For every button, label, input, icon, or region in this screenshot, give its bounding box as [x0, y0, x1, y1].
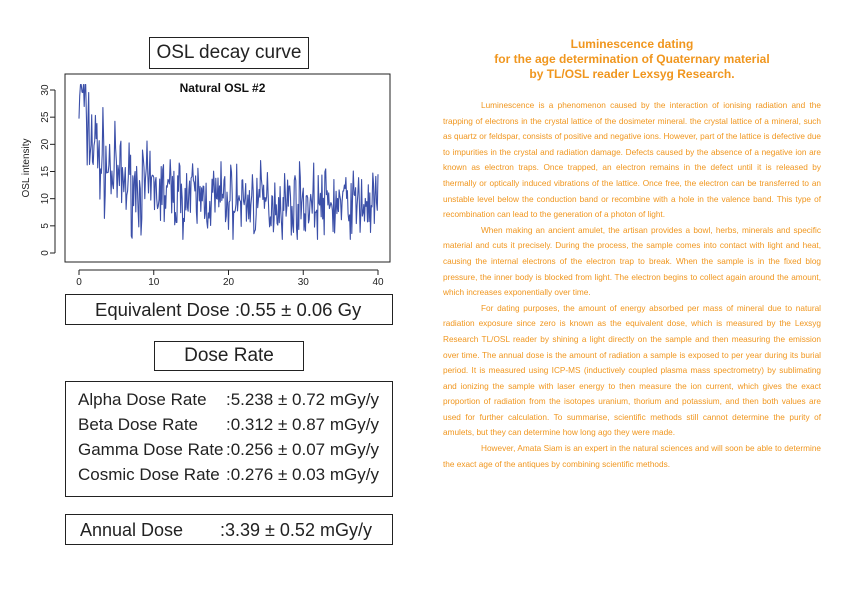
dose-rate-label: Beta Dose Rate: [78, 415, 199, 434]
dose-rate-value: :0.276 ± 0.03 mGy/y: [226, 465, 379, 484]
osl-series-line: [79, 85, 378, 240]
article-paragraph: However, Amata Siam is an expert in the natural sciences and will soon be able to determine the exact age of the antiques by combining scientific methods.: [443, 444, 821, 469]
x-tick-label: 30: [297, 277, 309, 288]
dose-rate-label: Cosmic Dose Rate: [78, 465, 220, 484]
annual-dose-value: :3.39 ± 0.52 mGy/y: [220, 520, 372, 540]
x-tick-label: 40: [372, 277, 384, 288]
dose-rate-title: Dose Rate: [184, 345, 274, 366]
article-paragraph: For dating purposes, the amount of energy absorbed per mass of mineral due to natural radiation exposure since zero is known as the equivalent dose, which is measured by the Lexsyg Research TL/OSL reader by shining a light directly on the sample and then measuring the emission over time. The annual dose is the amount of radiation a sample is exposed to per year during its burial period. It is measured using ICP-MS (inductively coupled plasma mass spectrometry) by sublimating and ionizing the sample with laser energy to then measure the ion current, which gives the exact proportion of radiation from the isotopes uranium, thorium and potassium, and then both values are used for further calculation. To summarise, scientific methods still cannot determine the purity of amulets, but they can determine how long ago they were made.: [443, 303, 821, 438]
dose-rate-title-box: [154, 341, 304, 371]
y-tick-label: 0: [40, 250, 51, 256]
osl-title-box: [149, 37, 309, 69]
plot-frame: [65, 74, 390, 262]
y-axis-label: OSL intensity: [21, 138, 32, 198]
dose-rate-value: :5.238 ± 0.72 mGy/y: [226, 390, 379, 409]
chart-title: Natural OSL #2: [179, 81, 266, 95]
osl-title: OSL decay curve: [156, 42, 302, 63]
article-title-line: for the age determination of Quaternary material: [494, 52, 770, 66]
article-paragraph: Luminescence is a phenomenon caused by the interaction of ionising radiation and the trapping of electrons in the crystal lattice of the dosimeter mineral. the crystal lattice of a mineral, such as quartz or feldspar, consists of positive and negative ions. However, part of the lattice is defective due to impurities in the crystal and radiation damage. Defects caused by the absence of a negative ion are known as electron traps. Once trapped, an electron remains in the defect until it is released by thermally or optically induced vibrations of the lattice. Once free, the electron can be transferred to an unstable level below the conduction band or recombine with a hole in the valence band. This type of recombination can lead to the generation of a photon of light.: [443, 101, 821, 220]
y-tick-label: 30: [40, 84, 51, 96]
equivalent-dose-value: 0.55 ± 0.06 Gy: [240, 299, 362, 320]
x-tick-label: 20: [222, 277, 235, 288]
y-tick-label: 20: [40, 138, 51, 150]
x-tick-label: 0: [76, 277, 82, 288]
dose-rate-value: :0.256 ± 0.07 mGy/y: [226, 440, 379, 459]
dose-rate-box: [65, 381, 393, 497]
article-title-line: Luminescence dating: [570, 37, 694, 51]
annual-dose-label: Annual Dose: [80, 520, 184, 540]
equivalent-dose-box: [65, 294, 393, 325]
x-tick-label: 10: [148, 277, 160, 288]
dose-rate-value: :0.312 ± 0.87 mGy/y: [226, 415, 379, 434]
article-title-line: by TL/OSL reader Lexsyg Research.: [529, 67, 735, 81]
y-tick-label: 15: [40, 165, 51, 178]
article-title: [443, 37, 821, 82]
y-tick-label: 5: [40, 223, 51, 229]
article-paragraph: When making an ancient amulet, the artisan provides a bowl, herbs, minerals and specific material and cuts it precisely. During the process, the sample comes into contact with light and heat, causing the internal electrons of the electron trap to break. When the sample is in the fixed blog pressure, the inner body is blocked from light. The electron begins to collect again around the amount, which increases exponentially over time.: [443, 225, 821, 298]
dose-rate-label: Alpha Dose Rate: [78, 390, 207, 409]
annual-dose-box: [65, 514, 393, 545]
article-body: [443, 98, 821, 472]
dose-rate-label: Gamma Dose Rate: [78, 440, 224, 459]
y-tick-label: 10: [40, 193, 51, 205]
equivalent-dose-label: Equivalent Dose :: [95, 299, 241, 320]
y-tick-label: 25: [40, 111, 51, 123]
